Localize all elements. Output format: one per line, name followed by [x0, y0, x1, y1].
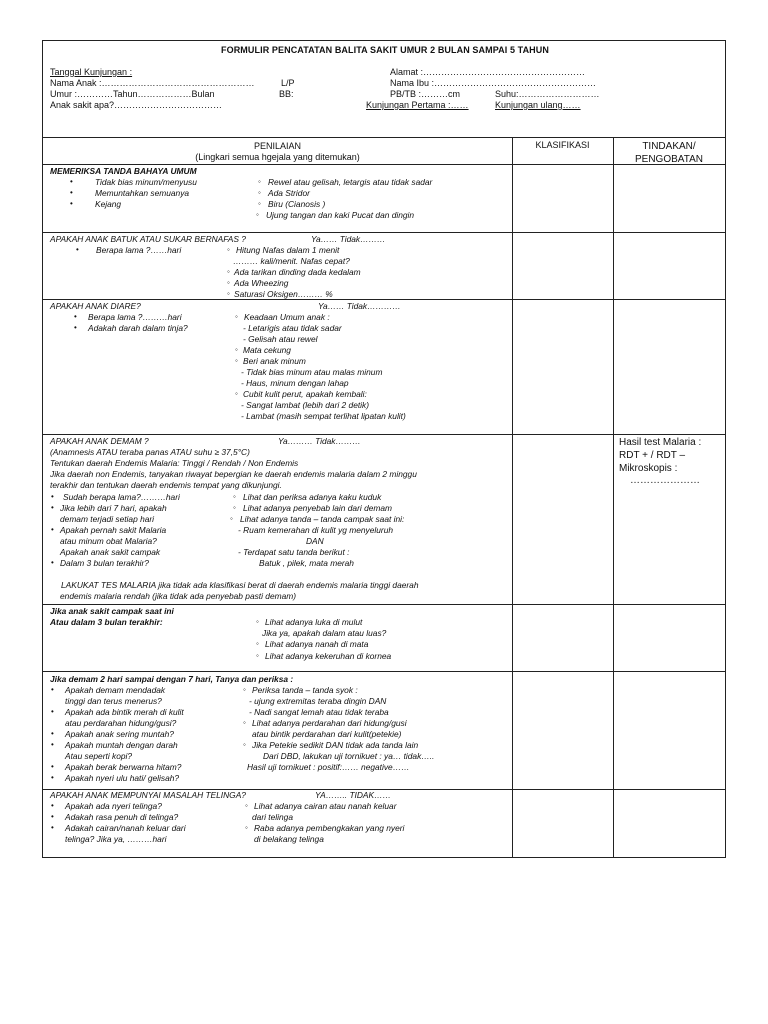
field-lp: L/P — [281, 78, 295, 88]
bullet-icon: • — [74, 312, 77, 321]
field-nama-ibu: Nama Ibu :……………………………………………… — [390, 78, 597, 88]
section-heading-diare: APAKAH ANAK DIARE? — [50, 301, 141, 311]
section-heading-demam: APAKAH ANAK DEMAM ? — [50, 436, 149, 446]
bullet-icon: ◦ — [243, 718, 246, 727]
section-heading-campak: Jika anak sakit campak saat ini — [50, 606, 174, 616]
row-divider — [43, 671, 725, 672]
bullet-icon: ◦ — [235, 356, 238, 365]
bullet-icon: • — [51, 685, 54, 694]
list-item: Apakah pernah sakit Malaria — [60, 525, 167, 535]
list-item: Ada Stridor — [268, 188, 310, 198]
field-tanggal-kunjungan: Tanggal Kunjungan : — [50, 67, 133, 77]
list-item: Biru (Cianosis ) — [268, 199, 326, 209]
list-item: Lihat adanya perdarahan dari hidung/gusi — [252, 718, 407, 728]
column-header-klasifikasi: KLASIFIKASI — [535, 140, 590, 150]
column-header-penilaian — [43, 141, 512, 163]
list-item: Adakah darah dalam tinja? — [88, 323, 188, 333]
list-item: ……… kali/menit. Nafas cepat? — [233, 256, 350, 266]
field-bb: BB: — [279, 89, 294, 99]
bullet-icon: • — [51, 503, 54, 512]
row-divider — [43, 299, 725, 300]
field-nama-anak: Nama Anak :…………………………………………… — [50, 78, 255, 88]
list-item: - Ruam kemerahan di kulit yg menyeluruh — [238, 525, 394, 535]
malaria-mikroskopis: Mikroskopis : — [619, 463, 678, 474]
list-item: Saturasi Oksigen……… % — [234, 289, 333, 299]
list-item: Rewel atau gelisah, letargis atau tidak sadar — [268, 177, 433, 187]
field-pb-tb: PB/TB :………cm — [390, 89, 461, 99]
bullet-icon: • — [76, 245, 79, 254]
list-item: atau minum obat Malaria? — [60, 536, 157, 546]
list-item: - Gelisah atau rewel — [243, 334, 318, 344]
list-item: Batuk , pilek, mata merah — [259, 558, 354, 568]
bullet-icon: • — [51, 525, 54, 534]
list-item: Apakah ada bintik merah di kulit — [65, 707, 184, 717]
list-item: Cubit kulit perut, apakah kembali: — [243, 389, 367, 399]
section-heading-batuk: APAKAH ANAK BATUK ATAU SUKAR BERNAFAS ? — [50, 234, 246, 244]
list-item: Keadaan Umum anak : — [244, 312, 330, 322]
list-item: - ujung extremitas teraba dingin DAN — [249, 696, 387, 706]
list-item: Apakah ada nyeri telinga? — [65, 801, 162, 811]
list-item: Hasil uji tornikuet : positif:…… negative…… — [247, 762, 410, 772]
list-item: Jika ya, apakah dalam atau luas? — [262, 628, 387, 638]
list-item: Lihat adanya nanah di mata — [265, 639, 369, 649]
form-title: FORMULIR PENCATATAN BALITA SAKIT UMUR 2 BULAN SAMPAI 5 TAHUN — [221, 45, 549, 55]
malaria-mikroskopis-value: ………………… — [630, 475, 700, 486]
bullet-icon: • — [51, 707, 54, 716]
list-item: demam terjadi setiap hari — [60, 514, 155, 524]
list-item: dari telinga — [252, 812, 293, 822]
bullet-icon: ◦ — [258, 177, 261, 186]
bullet-icon: ◦ — [256, 639, 259, 648]
field-anak-sakit-apa: Anak sakit apa?……………………………… — [50, 100, 223, 110]
field-suhu: Suhu:……………………… — [495, 89, 600, 99]
list-item: Apakah anak sakit campak — [60, 547, 161, 557]
bullet-icon: ◦ — [227, 245, 230, 254]
list-item: Lihat dan periksa adanya kaku kuduk — [243, 492, 382, 502]
field-kunjungan-ulang: Kunjungan ulang…… — [495, 100, 581, 110]
pengobatan-label: PENGOBATAN — [635, 154, 703, 165]
list-item: Periksa tanda – tanda syok : — [252, 685, 358, 695]
bullet-icon: • — [70, 177, 73, 186]
list-item: Apakah anak sering muntah? — [65, 729, 174, 739]
bullet-icon: ◦ — [233, 503, 236, 512]
bullet-icon: ◦ — [243, 740, 246, 749]
bullet-icon: ◦ — [256, 651, 259, 660]
list-item: Apakah nyeri ulu hati/ gelisah? — [65, 773, 180, 783]
list-item: Lihat adanya tanda – tanda campak saat ini: — [240, 514, 405, 524]
list-item: Dari DBD, lakukan uji tornikuet : ya… tidak….. — [263, 751, 435, 761]
tindakan-label: TINDAKAN/ — [642, 141, 696, 152]
bullet-icon: ◦ — [227, 278, 230, 287]
list-item: Adakah rasa penuh di telinga? — [65, 812, 179, 822]
section-heading-dbd: Jika demam 2 hari sampai dengan 7 hari, Tanya dan periksa : — [50, 674, 294, 684]
malaria-test-result: Hasil test Malaria : — [619, 437, 702, 448]
ya-tidak-telinga: YA…….. TIDAK…… — [315, 790, 391, 800]
bullet-icon: ◦ — [256, 617, 259, 626]
row-divider — [43, 604, 725, 605]
list-item: Atau seperti kopi? — [65, 751, 133, 761]
list-item: Jika Petekie sedikit DAN tidak ada tanda lain — [252, 740, 419, 750]
bullet-icon: • — [51, 812, 54, 821]
list-item: - Letarigis atau tidak sadar — [243, 323, 342, 333]
list-item: - Tidak bias minum atau malas minum — [241, 367, 383, 377]
list-item: Berapa lama ?……hari — [96, 245, 182, 255]
list-item: Memuntahkan semuanya — [95, 188, 190, 198]
bullet-icon: ◦ — [235, 312, 238, 321]
ya-tidak-diare: Ya…… Tidak………… — [318, 301, 401, 311]
list-item: Beri anak minum — [243, 356, 306, 366]
list-item: Ujung tangan dan kaki Pucat dan dingin — [266, 210, 415, 220]
list-item: Apakah muntah dengan darah — [65, 740, 178, 750]
field-alamat: Alamat :……………………………………………… — [390, 67, 586, 77]
list-item: di belakang telinga — [254, 834, 324, 844]
bullet-icon: ◦ — [235, 389, 238, 398]
list-item: Sudah berapa lama?………hari — [63, 492, 180, 502]
list-item: Apakah demam mendadak — [65, 685, 166, 695]
table-top-border — [43, 137, 725, 138]
column-divider — [512, 137, 513, 857]
list-item: - Sangat lambat (lebih dari 2 detik) — [241, 400, 370, 410]
field-kunjungan-pertama: Kunjungan Pertama :…… — [366, 100, 469, 110]
bullet-icon: • — [51, 762, 54, 771]
form-sheet — [42, 40, 726, 858]
list-item: Berapa lama ?………hari — [88, 312, 182, 322]
ya-tidak-demam: Ya……… Tidak……… — [278, 436, 361, 446]
bullet-icon: • — [51, 492, 54, 501]
bullet-icon: ◦ — [227, 289, 230, 298]
list-item: Lihat adanya penyebab lain dari demam — [243, 503, 392, 513]
demam-line: terakhir dan tentukan daerah endemis tempat yang dikunjungi. — [50, 480, 282, 490]
list-item: Mata cekung — [243, 345, 291, 355]
list-item: Ada Wheezing — [234, 278, 289, 288]
list-item: atau bintik perdarahan dari kulit(petekie) — [252, 729, 402, 739]
list-item: Adakah cairan/nanah keluar dari — [65, 823, 186, 833]
field-umur: Umur :…………Tahun………………Bulan — [50, 89, 215, 99]
list-item: Hitung Nafas dalam 1 menit — [236, 245, 340, 255]
column-header-tindakan — [613, 140, 725, 166]
malaria-rdt-result: RDT + / RDT – — [619, 450, 686, 461]
demam-line: Tentukan daerah Endemis Malaria: Tinggi / Rendah / Non Endemis — [50, 458, 299, 468]
list-item: - Haus, minum dengan lahap — [241, 378, 349, 388]
penilaian-label: PENILAIAN — [253, 141, 302, 151]
bullet-icon: ◦ — [235, 345, 238, 354]
bullet-icon: ◦ — [258, 188, 261, 197]
bullet-icon: ◦ — [245, 823, 248, 832]
list-item: Dalam 3 bulan terakhir? — [60, 558, 149, 568]
row-divider — [43, 232, 725, 233]
demam-note: endemis malaria rendah (jika tidak ada penyebab pasti demam) — [60, 591, 297, 601]
list-item: Tidak bias minum/menyusu — [95, 177, 197, 187]
column-divider — [613, 137, 614, 857]
bullet-icon: ◦ — [233, 492, 236, 501]
list-item: Lihat adanya kekeruhan di kornea — [265, 651, 392, 661]
bullet-icon: ◦ — [230, 514, 233, 523]
list-item: Kejang — [95, 199, 122, 209]
ya-tidak-batuk: Ya…… Tidak……… — [311, 234, 386, 244]
list-item: Lihat adanya luka di mulut — [265, 617, 363, 627]
list-item: - Nadi sangat lemah atau tidak teraba — [249, 707, 389, 717]
list-item: Ada tarikan dinding dada kedalam — [234, 267, 361, 277]
bullet-icon: ◦ — [258, 199, 261, 208]
bullet-icon: ◦ — [256, 210, 259, 219]
bullet-icon: • — [51, 773, 54, 782]
section-heading-telinga: APAKAH ANAK MEMPUNYAI MASALAH TELINGA? — [50, 790, 246, 800]
bullet-icon: • — [70, 199, 73, 208]
section-heading-bahaya-umum: MEMERIKSA TANDA BAHAYA UMUM — [50, 166, 197, 176]
penilaian-sublabel: (Lingkari semua hgejala yang ditemukan) — [195, 152, 360, 162]
bullet-icon: • — [51, 729, 54, 738]
list-item: - Lambat (masih sempat terlihat lipatan kulit) — [241, 411, 406, 421]
bullet-icon: • — [51, 740, 54, 749]
list-item: tinggi dan terus menerus? — [65, 696, 162, 706]
demam-line: (Anamnesis ATAU teraba panas ATAU suhu ≥ 37,5°C) — [50, 447, 250, 457]
bullet-icon: • — [51, 823, 54, 832]
bullet-icon: • — [74, 323, 77, 332]
list-item: - Terdapat satu tanda berikut : — [238, 547, 350, 557]
row-divider — [43, 434, 725, 435]
list-item: Apakah berak berwarna hitam? — [65, 762, 182, 772]
list-item: atau perdarahan hidung/gusi? — [65, 718, 177, 728]
list-item: Raba adanya pembengkakan yang nyeri — [254, 823, 405, 833]
bullet-icon: • — [51, 801, 54, 810]
bullet-icon: ◦ — [245, 801, 248, 810]
section-subheading-campak: Atau dalam 3 bulan terakhir: — [50, 617, 163, 627]
bullet-icon: • — [70, 188, 73, 197]
list-item: Jika lebih dari 7 hari, apakah — [60, 503, 167, 513]
list-item: DAN — [306, 536, 324, 546]
list-item: Lihat adanya cairan atau nanah keluar — [254, 801, 397, 811]
bullet-icon: ◦ — [227, 267, 230, 276]
bullet-icon: ◦ — [243, 685, 246, 694]
list-item: telinga? Jika ya, ………hari — [65, 834, 167, 844]
demam-line: Jika daerah non Endemis, tanyakan riwayat bepergian ke daerah endemis malaria dalam 2 minggu — [50, 469, 417, 479]
bullet-icon: • — [51, 558, 54, 567]
demam-note: LAKUKAT TES MALARIA jika tidak ada klasifikasi berat di daerah endemis malaria tinggi daerah — [61, 580, 419, 590]
